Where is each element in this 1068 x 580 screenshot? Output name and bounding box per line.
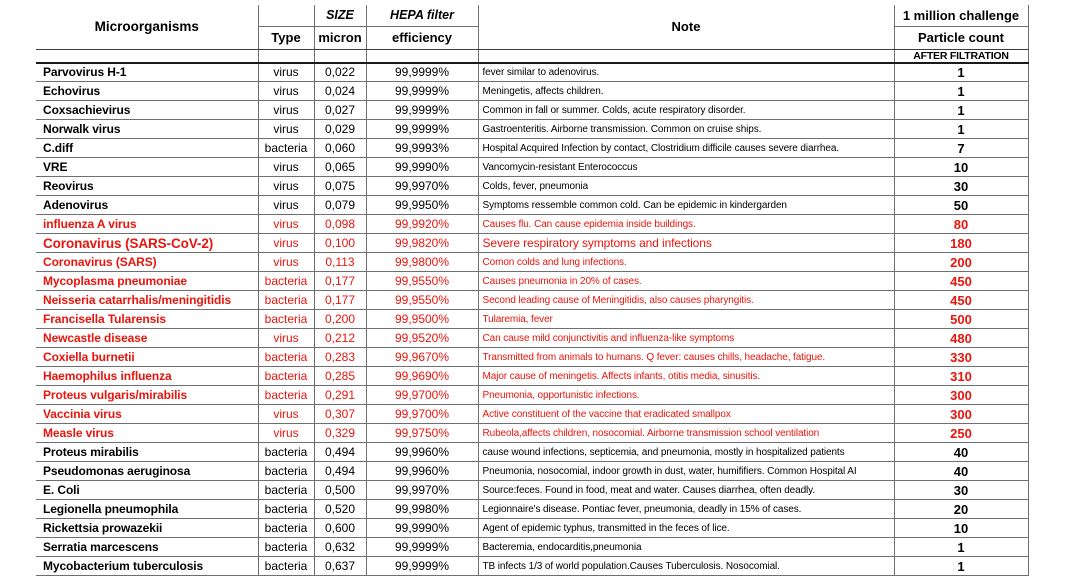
cell-note: Gastroenteritis. Airborne transmission. Common on cruise ships. <box>478 120 894 139</box>
cell-note: Hospital Acquired Infection by contact, Clostridium difficile causes severe diarrhea. <box>478 139 894 158</box>
cell-efficiency: 99,9700% <box>366 405 478 424</box>
cell-name: Mycobacterium tuberculosis <box>36 557 258 576</box>
cell-type: bacteria <box>258 139 314 158</box>
cell-size: 0,177 <box>314 272 366 291</box>
cell-count: 300 <box>894 386 1028 405</box>
spacer-cell <box>258 49 314 63</box>
cell-size: 0,637 <box>314 557 366 576</box>
cell-type: bacteria <box>258 538 314 557</box>
cell-note: Agent of epidemic typhus, transmitted in the feces of lice. <box>478 519 894 538</box>
cell-note: Comon colds and lung infections. <box>478 253 894 272</box>
hepa-filter-table-sheet <box>36 5 1029 576</box>
cell-count: 450 <box>894 291 1028 310</box>
cell-note: Legionnaire's disease. Pontiac fever, pneumonia, deadly in 15% of cases. <box>478 500 894 519</box>
table-row <box>36 101 1028 120</box>
cell-type: virus <box>258 196 314 215</box>
table-row <box>36 405 1028 424</box>
cell-size: 0,200 <box>314 310 366 329</box>
cell-size: 0,494 <box>314 443 366 462</box>
cell-type: bacteria <box>258 500 314 519</box>
cell-note: Colds, fever, pneumonia <box>478 177 894 196</box>
table-row <box>36 272 1028 291</box>
cell-count: 250 <box>894 424 1028 443</box>
cell-name: Echovirus <box>36 82 258 101</box>
cell-count: 20 <box>894 500 1028 519</box>
table-row <box>36 367 1028 386</box>
table-row <box>36 253 1028 272</box>
cell-name: Parvovirus H-1 <box>36 63 258 82</box>
cell-efficiency: 99,9820% <box>366 234 478 253</box>
header-note: Note <box>478 5 894 49</box>
cell-name: Coxiella burnetii <box>36 348 258 367</box>
cell-efficiency: 99,9970% <box>366 481 478 500</box>
table-row <box>36 462 1028 481</box>
header-challenge: 1 million challenge <box>894 5 1028 26</box>
cell-name: Coronavirus (SARS-CoV-2) <box>36 234 258 253</box>
cell-type: virus <box>258 405 314 424</box>
cell-note: cause wound infections, septicemia, and pneumonia, mostly in hospitalized patients <box>478 443 894 462</box>
cell-note: Rubeola,affects children, nosocomial. Airborne transmission school ventilation <box>478 424 894 443</box>
header-row-1 <box>36 5 1028 26</box>
cell-type: bacteria <box>258 481 314 500</box>
table-row <box>36 500 1028 519</box>
table-row <box>36 177 1028 196</box>
cell-note: Causes flu. Can cause epidemia inside buildings. <box>478 215 894 234</box>
header-efficiency: efficiency <box>366 26 478 49</box>
cell-efficiency: 99,9999% <box>366 557 478 576</box>
cell-count: 330 <box>894 348 1028 367</box>
cell-name: Francisella Tularensis <box>36 310 258 329</box>
cell-size: 0,029 <box>314 120 366 139</box>
cell-count: 1 <box>894 120 1028 139</box>
cell-note: fever similar to adenovirus. <box>478 63 894 82</box>
spacer-cell <box>314 49 366 63</box>
cell-type: virus <box>258 329 314 348</box>
table-row <box>36 443 1028 462</box>
table-row <box>36 291 1028 310</box>
header-row-3 <box>36 49 1028 63</box>
cell-size: 0,177 <box>314 291 366 310</box>
cell-efficiency: 99,9550% <box>366 272 478 291</box>
cell-name: Norwalk virus <box>36 120 258 139</box>
header-hepa-filter: HEPA filter <box>366 5 478 26</box>
cell-count: 50 <box>894 196 1028 215</box>
cell-name: E. Coli <box>36 481 258 500</box>
cell-note: Severe respiratory symptoms and infections <box>478 234 894 253</box>
cell-efficiency: 99,9520% <box>366 329 478 348</box>
cell-count: 200 <box>894 253 1028 272</box>
cell-name: Measle virus <box>36 424 258 443</box>
cell-count: 300 <box>894 405 1028 424</box>
cell-note: Bacteremia, endocarditis,pneumonia <box>478 538 894 557</box>
header-after-filtration: AFTER FILTRATION <box>894 49 1028 63</box>
cell-count: 30 <box>894 481 1028 500</box>
cell-efficiency: 99,9500% <box>366 310 478 329</box>
cell-type: bacteria <box>258 557 314 576</box>
cell-note: Tularemia, fever <box>478 310 894 329</box>
cell-type: bacteria <box>258 386 314 405</box>
cell-name: Vaccinia virus <box>36 405 258 424</box>
cell-name: Mycoplasma pneumoniae <box>36 272 258 291</box>
cell-count: 30 <box>894 177 1028 196</box>
cell-size: 0,065 <box>314 158 366 177</box>
table-row <box>36 481 1028 500</box>
cell-efficiency: 99,9999% <box>366 82 478 101</box>
table-row <box>36 120 1028 139</box>
cell-count: 7 <box>894 139 1028 158</box>
cell-name: Pseudomonas aeruginosa <box>36 462 258 481</box>
cell-efficiency: 99,9960% <box>366 462 478 481</box>
cell-type: virus <box>258 215 314 234</box>
cell-count: 1 <box>894 63 1028 82</box>
cell-size: 0,075 <box>314 177 366 196</box>
cell-efficiency: 99,9999% <box>366 120 478 139</box>
microorganisms-table <box>36 5 1029 576</box>
table-row <box>36 158 1028 177</box>
cell-type: bacteria <box>258 462 314 481</box>
cell-type: virus <box>258 158 314 177</box>
cell-efficiency: 99,9750% <box>366 424 478 443</box>
cell-efficiency: 99,9980% <box>366 500 478 519</box>
table-row <box>36 63 1028 82</box>
cell-note: Transmitted from animals to humans. Q fever: causes chills, headache, fatigue. <box>478 348 894 367</box>
header-type-blank <box>258 5 314 26</box>
cell-note: Active constituent of the vaccine that eradicated smallpox <box>478 405 894 424</box>
cell-note: Major cause of meningetis. Affects infants, otitis media, sinusitis. <box>478 367 894 386</box>
table-body <box>36 63 1028 576</box>
cell-count: 40 <box>894 443 1028 462</box>
table-row <box>36 139 1028 158</box>
cell-name: C.diff <box>36 139 258 158</box>
cell-name: Serratia marcescens <box>36 538 258 557</box>
table-row <box>36 386 1028 405</box>
cell-note: Second leading cause of Meningitidis, also causes pharyngitis. <box>478 291 894 310</box>
table-row <box>36 348 1028 367</box>
cell-type: virus <box>258 120 314 139</box>
table-row <box>36 310 1028 329</box>
table-row <box>36 424 1028 443</box>
header-particle-count: Particle count <box>894 26 1028 49</box>
cell-efficiency: 99,9800% <box>366 253 478 272</box>
cell-name: Proteus vulgaris/mirabilis <box>36 386 258 405</box>
cell-size: 0,494 <box>314 462 366 481</box>
cell-name: Coxsachievirus <box>36 101 258 120</box>
table-row <box>36 234 1028 253</box>
cell-name: Rickettsia prowazekii <box>36 519 258 538</box>
cell-size: 0,285 <box>314 367 366 386</box>
cell-efficiency: 99,9670% <box>366 348 478 367</box>
cell-size: 0,500 <box>314 481 366 500</box>
header-microorganisms: Microorganisms <box>36 5 258 49</box>
cell-type: bacteria <box>258 443 314 462</box>
cell-type: bacteria <box>258 310 314 329</box>
header-type: Type <box>258 26 314 49</box>
cell-type: bacteria <box>258 367 314 386</box>
cell-size: 0,113 <box>314 253 366 272</box>
cell-count: 80 <box>894 215 1028 234</box>
cell-name: Haemophilus influenza <box>36 367 258 386</box>
cell-size: 0,520 <box>314 500 366 519</box>
header-size: SIZE <box>314 5 366 26</box>
cell-size: 0,098 <box>314 215 366 234</box>
spacer-cell <box>36 49 258 63</box>
table-row <box>36 215 1028 234</box>
cell-efficiency: 99,9999% <box>366 63 478 82</box>
cell-name: Reovirus <box>36 177 258 196</box>
cell-note: Pneumonia, opportunistic infections. <box>478 386 894 405</box>
cell-count: 310 <box>894 367 1028 386</box>
cell-type: virus <box>258 234 314 253</box>
table-row <box>36 538 1028 557</box>
cell-efficiency: 99,9550% <box>366 291 478 310</box>
cell-efficiency: 99,9993% <box>366 139 478 158</box>
cell-count: 1 <box>894 101 1028 120</box>
cell-name: VRE <box>36 158 258 177</box>
spacer-cell <box>366 49 478 63</box>
cell-count: 10 <box>894 519 1028 538</box>
cell-efficiency: 99,9970% <box>366 177 478 196</box>
header-micron: micron <box>314 26 366 49</box>
cell-name: Coronavirus (SARS) <box>36 253 258 272</box>
cell-name: Neisseria catarrhalis/meningitidis <box>36 291 258 310</box>
cell-type: virus <box>258 82 314 101</box>
cell-note: Vancomycin-resistant Enterococcus <box>478 158 894 177</box>
cell-count: 1 <box>894 538 1028 557</box>
cell-note: Pneumonia, nosocomial, indoor growth in dust, water, humififiers. Common Hospital AI <box>478 462 894 481</box>
cell-type: virus <box>258 253 314 272</box>
cell-size: 0,291 <box>314 386 366 405</box>
cell-name: Newcastle disease <box>36 329 258 348</box>
cell-type: virus <box>258 424 314 443</box>
spacer-cell <box>478 49 894 63</box>
cell-efficiency: 99,9999% <box>366 101 478 120</box>
cell-name: Adenovirus <box>36 196 258 215</box>
cell-type: virus <box>258 101 314 120</box>
cell-efficiency: 99,9990% <box>366 519 478 538</box>
cell-efficiency: 99,9920% <box>366 215 478 234</box>
table-row <box>36 329 1028 348</box>
cell-size: 0,024 <box>314 82 366 101</box>
table-row <box>36 557 1028 576</box>
cell-size: 0,632 <box>314 538 366 557</box>
cell-efficiency: 99,9690% <box>366 367 478 386</box>
cell-efficiency: 99,9990% <box>366 158 478 177</box>
cell-size: 0,060 <box>314 139 366 158</box>
table-row <box>36 196 1028 215</box>
table-row <box>36 82 1028 101</box>
cell-count: 450 <box>894 272 1028 291</box>
cell-type: bacteria <box>258 348 314 367</box>
cell-note: Can cause mild conjunctivitis and influenza-like symptoms <box>478 329 894 348</box>
cell-efficiency: 99,9999% <box>366 538 478 557</box>
cell-size: 0,022 <box>314 63 366 82</box>
cell-count: 1 <box>894 557 1028 576</box>
cell-name: influenza A virus <box>36 215 258 234</box>
cell-count: 480 <box>894 329 1028 348</box>
cell-note: TB infects 1/3 of world population.Causes Tuberculosis. Nosocomial. <box>478 557 894 576</box>
cell-note: Common in fall or summer. Colds, acute respiratory disorder. <box>478 101 894 120</box>
cell-efficiency: 99,9700% <box>366 386 478 405</box>
cell-type: bacteria <box>258 519 314 538</box>
cell-size: 0,283 <box>314 348 366 367</box>
cell-efficiency: 99,9950% <box>366 196 478 215</box>
cell-size: 0,100 <box>314 234 366 253</box>
cell-note: Source:feces. Found in food, meat and water. Causes diarrhea, often deadly. <box>478 481 894 500</box>
cell-count: 500 <box>894 310 1028 329</box>
cell-name: Proteus mirabilis <box>36 443 258 462</box>
cell-count: 10 <box>894 158 1028 177</box>
cell-count: 180 <box>894 234 1028 253</box>
cell-size: 0,079 <box>314 196 366 215</box>
cell-note: Causes pneumonia in 20% of cases. <box>478 272 894 291</box>
cell-note: Symptoms ressemble common cold. Can be epidemic in kindergarden <box>478 196 894 215</box>
cell-size: 0,027 <box>314 101 366 120</box>
cell-efficiency: 99,9960% <box>366 443 478 462</box>
cell-type: virus <box>258 63 314 82</box>
cell-name: Legionella pneumophila <box>36 500 258 519</box>
cell-count: 1 <box>894 82 1028 101</box>
cell-size: 0,600 <box>314 519 366 538</box>
cell-note: Meningetis, affects children. <box>478 82 894 101</box>
cell-count: 40 <box>894 462 1028 481</box>
cell-type: virus <box>258 177 314 196</box>
cell-size: 0,329 <box>314 424 366 443</box>
cell-size: 0,212 <box>314 329 366 348</box>
table-row <box>36 519 1028 538</box>
cell-type: bacteria <box>258 291 314 310</box>
cell-type: bacteria <box>258 272 314 291</box>
cell-size: 0,307 <box>314 405 366 424</box>
